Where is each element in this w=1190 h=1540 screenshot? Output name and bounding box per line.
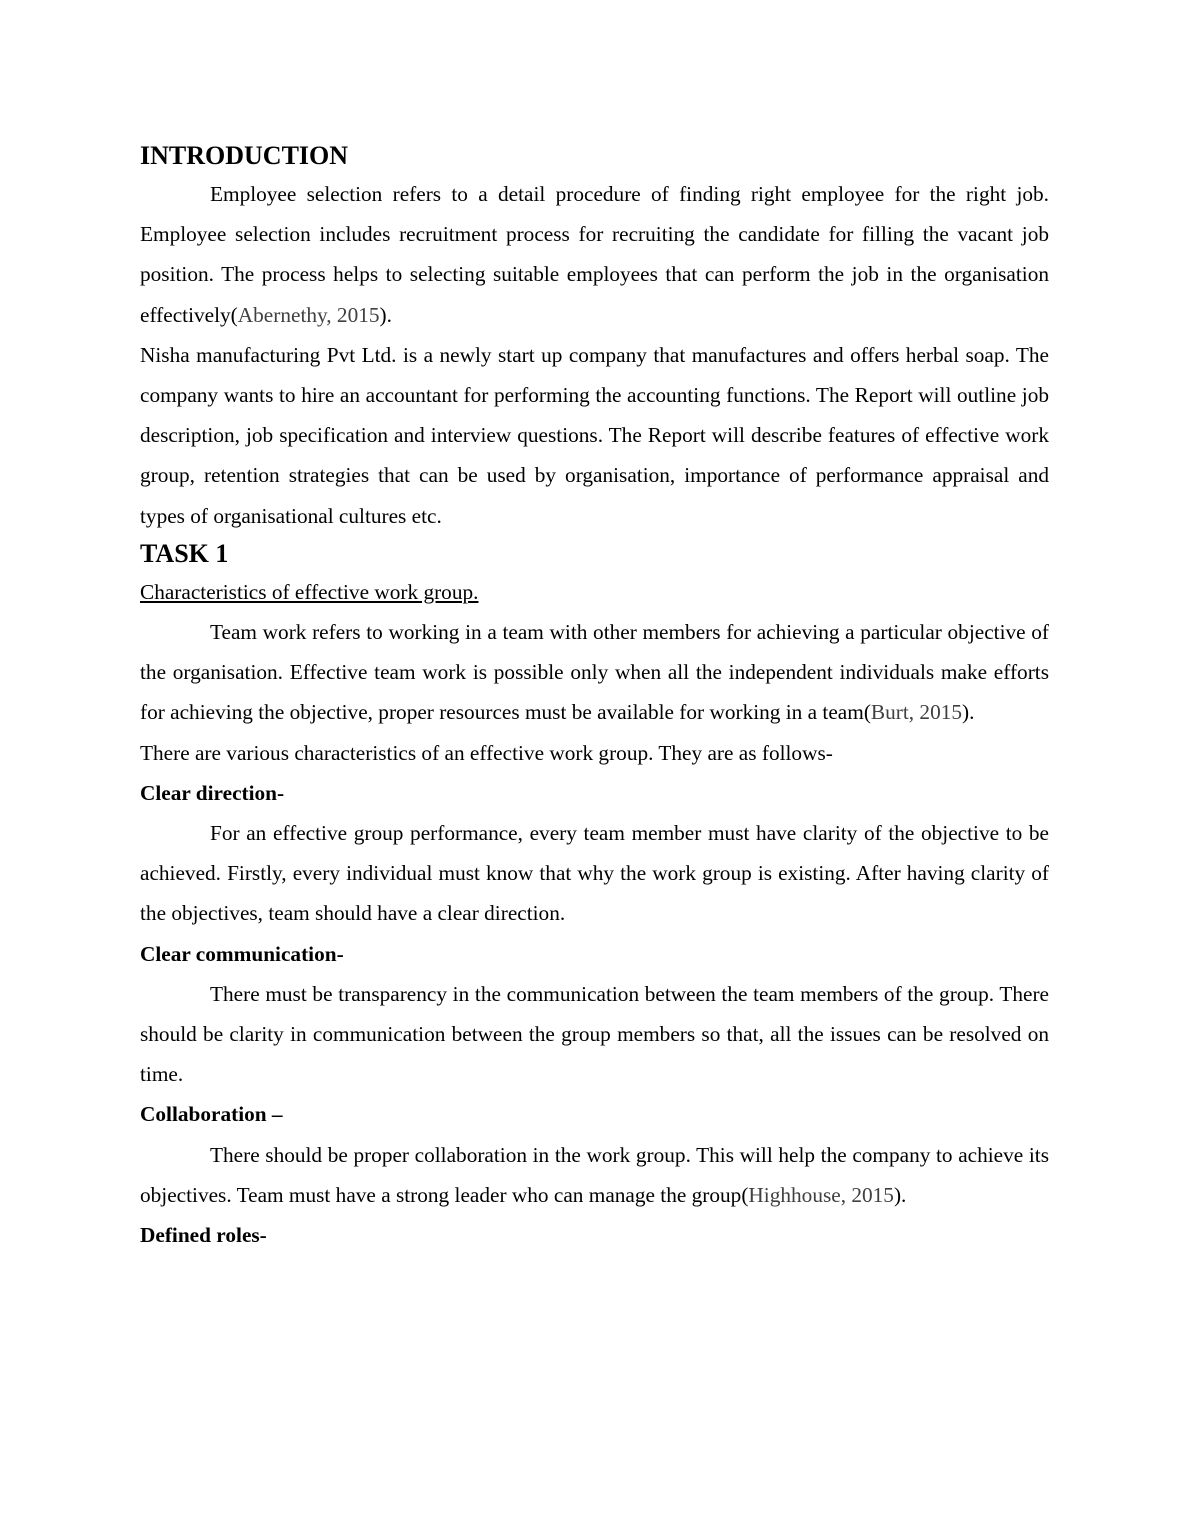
collaboration-citation-open: ( xyxy=(741,1182,749,1207)
collaboration-text-body: There should be proper collaboration in the work group. This will help the company to achieve its objectives. Team must have a strong leader who can manage the group xyxy=(140,1142,1049,1207)
intro-citation-open: ( xyxy=(230,302,238,327)
introduction-heading: INTRODUCTION xyxy=(140,141,349,170)
document-page xyxy=(140,138,1049,1255)
task1-paragraph-1-text: Team work refers to working in a team with other members for achieving a particular objective of the organisation. Effective team work is possible only when all the independent individuals make efforts for achieving the objective, proper resources must be available for working in a team xyxy=(140,620,1049,725)
clear-direction-text: For an effective group performance, every team member must have clarity of the objective to be achieved. Firstly, every individual must know that why the work group is existing. After having clarity of the objectives, team should have a clear direction. xyxy=(140,821,1049,926)
task1-subheading: Characteristics of effective work group. xyxy=(140,579,479,604)
collaboration-heading: Collaboration – xyxy=(140,1102,283,1127)
intro-citation: Abernethy, 2015 xyxy=(237,302,380,327)
intro-paragraph-1 xyxy=(140,174,1049,335)
clear-communication-text: There must be transparency in the communication between the team members of the group. There should be clarity in communication between the group members so that, all the issues can be resolved on time. xyxy=(140,981,1049,1087)
defined-roles-heading: Defined roles- xyxy=(140,1223,267,1248)
task1-citation-close: ). xyxy=(962,700,975,725)
collaboration-citation-close: ). xyxy=(893,1182,907,1207)
clear-direction-heading: Clear direction- xyxy=(140,780,285,805)
collaboration-text xyxy=(140,1135,1049,1215)
task1-citation: Burt, 2015 xyxy=(870,700,963,725)
task1-paragraph-1 xyxy=(140,612,1049,733)
task1-citation-open: ( xyxy=(863,700,871,725)
intro-paragraph-2: Nisha manufacturing Pvt Ltd. is a newly start up company that manufactures and offers herbal soap. The company wants to hire an accountant for performing the accounting functions. The Report will outline job description, job specification and interview questions. The Report will describe features of effective work group, retention strategies that can be used by organisation, importance of performance appraisal and types of organisational cultures etc. xyxy=(140,342,1049,528)
intro-citation-close: ). xyxy=(379,302,392,327)
collaboration-citation: Highhouse, 2015 xyxy=(748,1182,894,1207)
task1-heading: TASK 1 xyxy=(140,538,229,568)
task1-paragraph-2: There are various characteristics of an effective work group. They are as follows- xyxy=(140,740,833,765)
intro-paragraph-1-text: Employee selection refers to a detail procedure of finding right employee for the right job. Employee selection includes recruitment process for recruiting the candidate for filling the vacant job position. The process helps to selecting suitable employees that can perform the job in the organisation effectively xyxy=(140,182,1049,327)
clear-communication-heading: Clear communication- xyxy=(140,941,344,966)
